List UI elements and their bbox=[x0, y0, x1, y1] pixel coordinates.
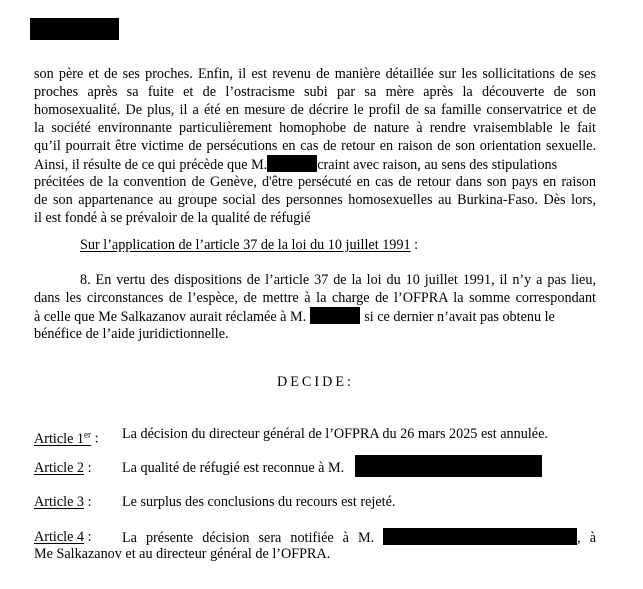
article-label: Article 3 bbox=[34, 494, 85, 510]
article-colon: : bbox=[91, 430, 99, 447]
text-line: qu’il pourrait être victime de persécutions en cas de retour en raison de son orientation sexuelle. bbox=[34, 138, 596, 154]
section-heading bbox=[80, 236, 418, 254]
text-line: précitées de la convention de Genève, d'être persécuté en cas de retour dans son pays en raison bbox=[34, 174, 596, 190]
article-2-text: La qualité de réfugié est reconnue à M. bbox=[122, 460, 345, 476]
text-line: son père et de ses proches. Enfin, il est revenu de manière détaillée sur les sollicitations de ses bbox=[34, 66, 596, 82]
text-line: la société environnante particulièrement homophobe de nature à rendre vraisemblable le fait bbox=[34, 120, 596, 136]
text-fragment: Ainsi, il résulte de ce qui précède que M. bbox=[34, 157, 268, 173]
article-colon: : bbox=[84, 529, 92, 545]
article-1-text: La décision du directeur général de l’OFPRA du 26 mars 2025 est annulée. bbox=[122, 426, 548, 442]
article-4-text-cont: Me Salkazanov et au directeur général de l’OFPRA. bbox=[34, 546, 331, 562]
article-1 bbox=[34, 425, 99, 448]
section-heading-text: Sur l’application de l’article 37 de la loi du 10 juillet 1991 bbox=[80, 237, 411, 253]
article-4 bbox=[34, 528, 92, 546]
article-colon: : bbox=[84, 460, 92, 476]
article-3-text: Le surplus des conclusions du recours est rejeté. bbox=[122, 494, 396, 510]
text-line: il est fondé à se prévaloir de la qualité de réfugié bbox=[34, 210, 311, 226]
text-line: proches après sa fuite et de l’ostracisme subi par sa mère après la découverte de son bbox=[34, 84, 596, 100]
header-redaction bbox=[30, 18, 119, 40]
text-fragment: La présente décision sera notifiée à M. bbox=[122, 530, 375, 546]
text-line: de son appartenance au groupe social des personnes homosexuelles au Burkina-Faso. Dès lors, bbox=[34, 192, 596, 208]
text-fragment: , à bbox=[577, 530, 596, 546]
section-heading-colon: : bbox=[410, 237, 419, 253]
text-line bbox=[34, 155, 596, 174]
text-line: homosexualité. De plus, il a été en mesure de décrire le profil de sa famille conservatrice et de bbox=[34, 102, 596, 118]
article-colon: : bbox=[84, 494, 92, 510]
article-label: Article 1er bbox=[34, 429, 92, 447]
text-line: dans les circonstances de l’espèce, de mettre à la charge de l’OFPRA la somme correspondant bbox=[34, 290, 596, 306]
text-fragment: craint avec raison, au sens des stipulations bbox=[317, 157, 558, 173]
text-line: 8. En vertu des dispositions de l’article 37 de la loi du 10 juillet 1991, il n’y a pas lieu, bbox=[80, 272, 596, 288]
article-3 bbox=[34, 493, 92, 511]
name-redaction bbox=[267, 155, 317, 172]
text-line: bénéfice de l’aide juridictionnelle. bbox=[34, 326, 229, 342]
name-redaction bbox=[355, 455, 542, 477]
article-2 bbox=[34, 459, 92, 477]
name-redaction bbox=[310, 307, 360, 324]
article-label: Article 2 bbox=[34, 460, 85, 476]
name-redaction bbox=[383, 528, 577, 545]
decide-heading: DECIDE: bbox=[277, 374, 354, 390]
text-line bbox=[34, 307, 596, 326]
text-fragment: si ce dernier n’avait pas obtenu le bbox=[364, 309, 555, 325]
text-fragment: à celle que Me Salkazanov aurait réclamée à M. bbox=[34, 309, 307, 325]
article-label: Article 4 bbox=[34, 529, 85, 545]
